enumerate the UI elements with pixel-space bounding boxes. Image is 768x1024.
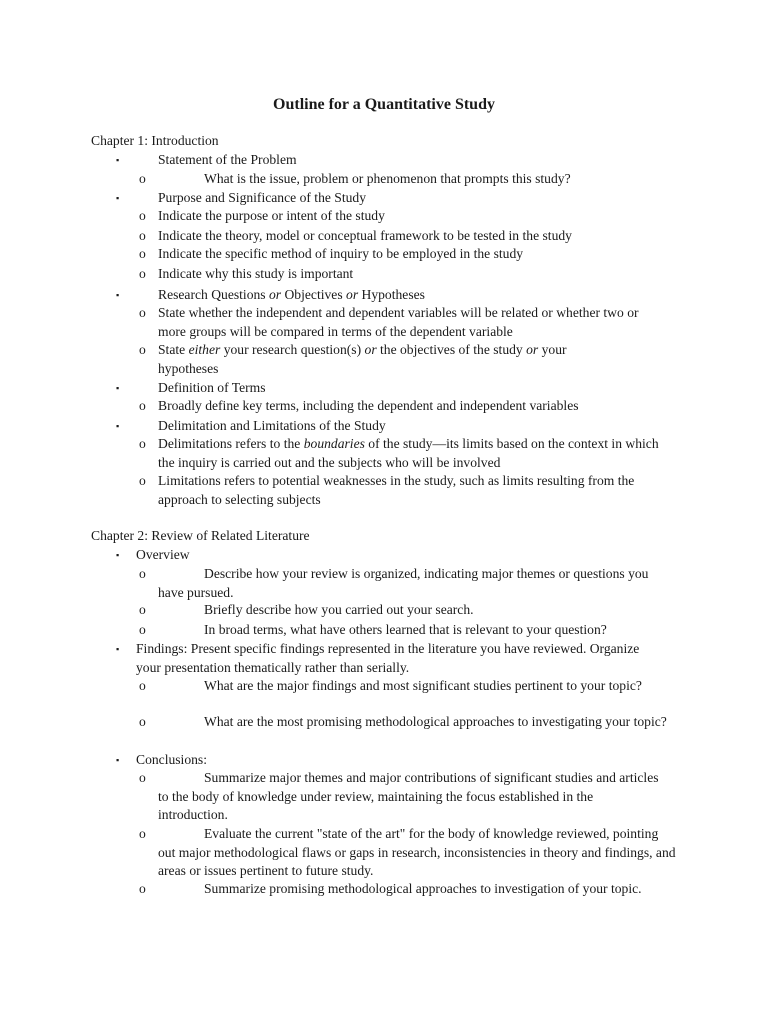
list-item [116, 640, 646, 677]
list-item-text: Indicate the theory, model or conceptual framework to be tested in the study [158, 228, 572, 243]
list-item-text: What are the major findings and most significant studies pertinent to your topic? [204, 678, 642, 693]
list-item [139, 713, 669, 732]
circle-bullet-icon: o [139, 246, 146, 261]
circle-bullet-icon: o [139, 678, 146, 693]
section-label: Conclusions: [136, 752, 207, 767]
list-item [139, 265, 679, 284]
list-item-text: What are the most promising methodological approaches to investigating your topic? [204, 714, 667, 729]
circle-bullet-icon: o [139, 622, 146, 637]
square-bullet-icon: ▪ [116, 383, 120, 393]
list-item [139, 769, 659, 825]
list-item-text: Broadly define key terms, including the dependent and independent variables [158, 398, 579, 413]
section-label: Delimitation and Limitations of the Study [158, 418, 386, 433]
list-item [139, 677, 659, 696]
list-item-text: Indicate the specific method of inquiry to be employed in the study [158, 246, 524, 261]
list-item-text: In broad terms, what have others learned that is relevant to your question? [204, 622, 607, 637]
circle-bullet-icon: o [139, 305, 146, 320]
square-bullet-icon: ▪ [116, 755, 120, 765]
list-item-text: Indicate why this study is important [158, 266, 354, 281]
circle-bullet-icon: o [139, 714, 146, 729]
list-item-text: Summarize major themes and major contributions of significant studies and articles to the body of knowledge under review, maintaining the focus established in the introduction. [158, 770, 659, 822]
list-item-text: Indicate the purpose or intent of the study [158, 208, 385, 223]
chapter-1-heading: Chapter 1: Introduction [91, 133, 219, 148]
circle-bullet-icon: o [139, 826, 146, 841]
circle-bullet-icon: o [139, 602, 146, 617]
circle-bullet-icon: o [139, 566, 146, 581]
list-item-text: State whether the independent and dependent variables will be related or whether two or more groups will be compared in terms of the dependent variable [158, 305, 639, 339]
list-item [139, 341, 629, 378]
circle-bullet-icon: o [139, 228, 146, 243]
list-item-text: Evaluate the current "state of the art" for the body of knowledge reviewed, pointing out major methodological flaws or gaps in research, inconsistencies in theory and findings, and areas or issues pertinent to future study. [158, 826, 676, 878]
list-item [139, 397, 679, 416]
square-bullet-icon: ▪ [116, 644, 120, 654]
square-bullet-icon: ▪ [116, 550, 120, 560]
list-item [139, 435, 659, 472]
circle-bullet-icon: o [139, 436, 146, 451]
square-bullet-icon: ▪ [116, 155, 120, 165]
section-label: Overview [136, 547, 190, 562]
list-item [139, 304, 659, 341]
circle-bullet-icon: o [139, 473, 146, 488]
section-label: Research Questions or Objectives or Hypotheses [158, 287, 425, 302]
list-item-text: Describe how your review is organized, indicating major themes or questions you have pursued. [158, 566, 649, 600]
list-item-text: Summarize promising methodological approaches to investigation of your topic. [204, 881, 642, 896]
list-item-text: Delimitations refers to the boundaries of the study—its limits based on the context in which the inquiry is carried out and the subjects who will be involved [158, 436, 659, 470]
section-label: Definition of Terms [158, 380, 266, 395]
list-item [116, 417, 676, 436]
section-label: Findings: Present specific findings represented in the literature you have reviewed. Organize your presentation thematically rather than serially. [136, 641, 640, 675]
list-item [139, 227, 679, 246]
square-bullet-icon: ▪ [116, 193, 120, 203]
list-item [139, 245, 679, 264]
circle-bullet-icon: o [139, 171, 146, 186]
circle-bullet-icon: o [139, 266, 146, 281]
list-item [116, 379, 676, 398]
square-bullet-icon: ▪ [116, 421, 120, 431]
list-item [116, 546, 676, 565]
list-item [139, 207, 679, 226]
circle-bullet-icon: o [139, 770, 146, 785]
list-item [139, 880, 659, 899]
list-item [139, 565, 659, 602]
list-item [139, 170, 679, 189]
circle-bullet-icon: o [139, 342, 146, 357]
page-title: Outline for a Quantitative Study [273, 96, 495, 113]
list-item [116, 751, 676, 770]
section-label: Purpose and Significance of the Study [158, 190, 367, 205]
list-item-text: Limitations refers to potential weaknesses in the study, such as limits resulting from the approach to selecting subjects [158, 473, 635, 507]
circle-bullet-icon: o [139, 881, 146, 896]
list-item [139, 601, 679, 620]
list-item [116, 151, 676, 170]
list-item [139, 472, 659, 509]
list-item [139, 825, 679, 881]
list-item [139, 621, 679, 640]
list-item [116, 189, 676, 208]
list-item-text: What is the issue, problem or phenomenon that prompts this study? [204, 171, 571, 186]
circle-bullet-icon: o [139, 398, 146, 413]
section-label: Statement of the Problem [158, 152, 297, 167]
chapter-2-heading: Chapter 2: Review of Related Literature [91, 528, 310, 543]
list-item [116, 286, 676, 305]
list-item-text: Briefly describe how you carried out your search. [204, 602, 474, 617]
circle-bullet-icon: o [139, 208, 146, 223]
list-item-text: State either your research question(s) or the objectives of the study or your hypotheses [158, 342, 567, 376]
square-bullet-icon: ▪ [116, 290, 120, 300]
